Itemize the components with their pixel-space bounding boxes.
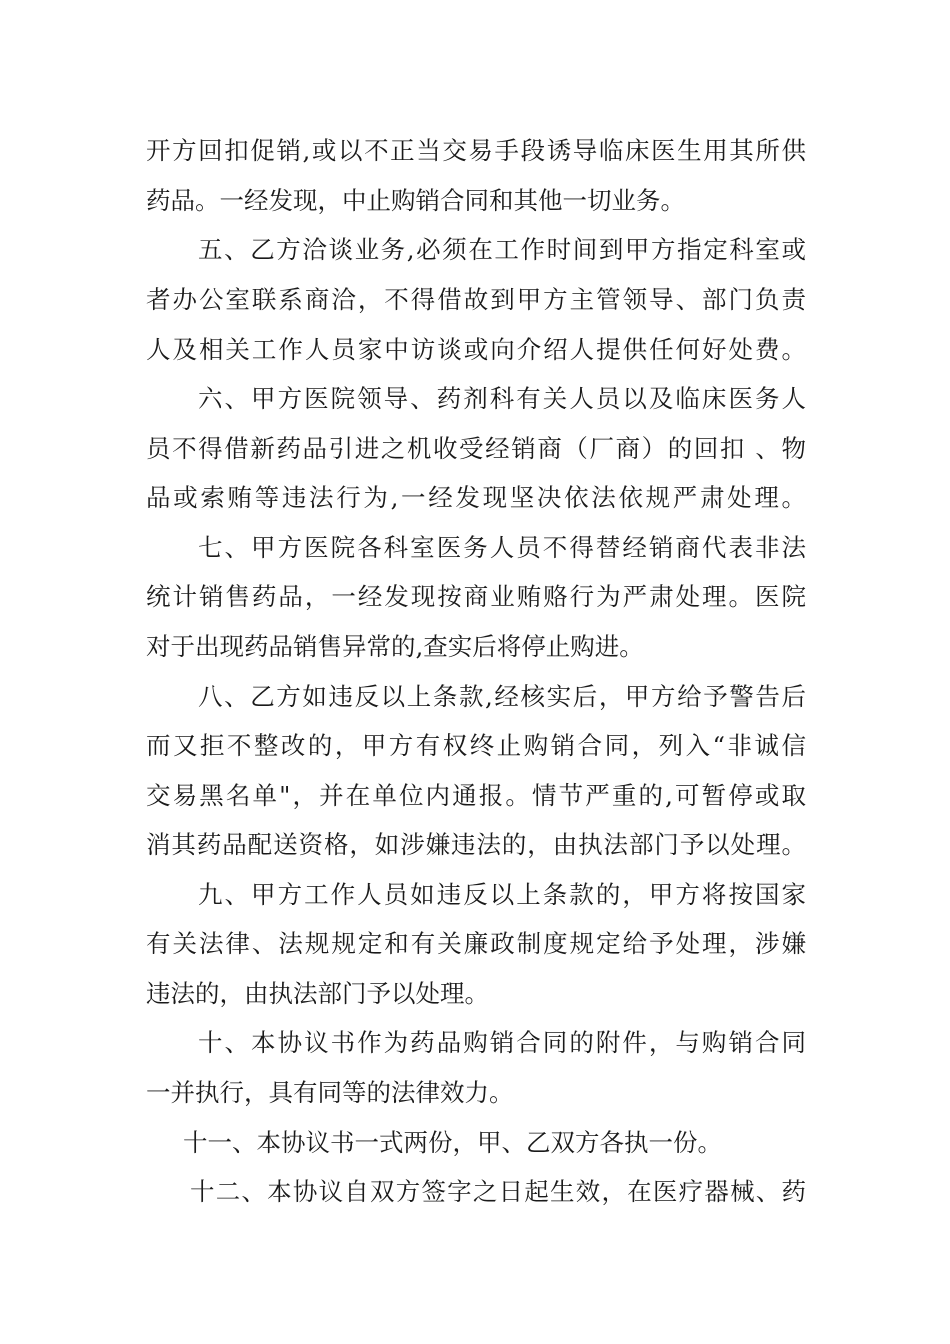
paragraph-6-start: 六、甲方医院领导、药剂科有关人员以及临床医务人: [198, 384, 806, 413]
paragraph-10-start: 十、本协议书作为药品购销合同的附件，与购销合同: [198, 1028, 806, 1057]
text-line: 者办公室联系商洽，不得借故到甲方主管领导、部门负责: [146, 285, 806, 314]
text-line: 而又拒不整改的，甲方有权终止购销合同，列入“非诚信: [146, 731, 806, 760]
text-line: 交易黑名单"，并在单位内通报。情节严重的,可暂停或取: [146, 781, 806, 810]
text-line: 员不得借新药品引进之机收受经销商（厂商）的回扣 、物: [146, 434, 806, 463]
text-line: 品或索贿等违法行为,一经发现坚决依法依规严肃处理。: [146, 483, 806, 512]
paragraph-7-start: 七、甲方医院各科室医务人员不得替经销商代表非法: [198, 533, 806, 562]
paragraph-11: 十一、本协议书一式两份，甲、乙双方各执一份。: [183, 1128, 722, 1157]
text-line: 有关法律、法规规定和有关廉政制度规定给予处理，涉嫌: [146, 929, 806, 958]
paragraph-8-start: 八、乙方如违反以上条款,经核实后，甲方给予警告后: [198, 682, 806, 711]
text-line: 消其药品配送资格，如涉嫌违法的，由执法部门予以处理。: [146, 830, 806, 859]
text-line: 对于出现药品销售异常的,查实后将停止购进。: [146, 632, 644, 661]
text-line: 违法的，由执法部门予以处理。: [146, 979, 489, 1008]
paragraph-5-start: 五、乙方洽谈业务,必须在工作时间到甲方指定科室或: [198, 235, 806, 264]
text-line: 人及相关工作人员家中访谈或向介绍人提供任何好处费。: [146, 335, 806, 364]
text-line: 开方回扣促销,或以不正当交易手段诱导临床医生用其所供: [146, 136, 806, 165]
text-line: 药品。一经发现，中止购销合同和其他一切业务。: [146, 186, 685, 215]
paragraph-9-start: 九、甲方工作人员如违反以上条款的，甲方将按国家: [198, 880, 806, 909]
paragraph-12-start: 十二、本协议自双方签字之日起生效，在医疗器械、药: [190, 1177, 806, 1206]
text-line: 统计销售药品，一经发现按商业贿赂行为严肃处理。医院: [146, 582, 806, 611]
text-line: 一并执行，具有同等的法律效力。: [146, 1078, 514, 1107]
